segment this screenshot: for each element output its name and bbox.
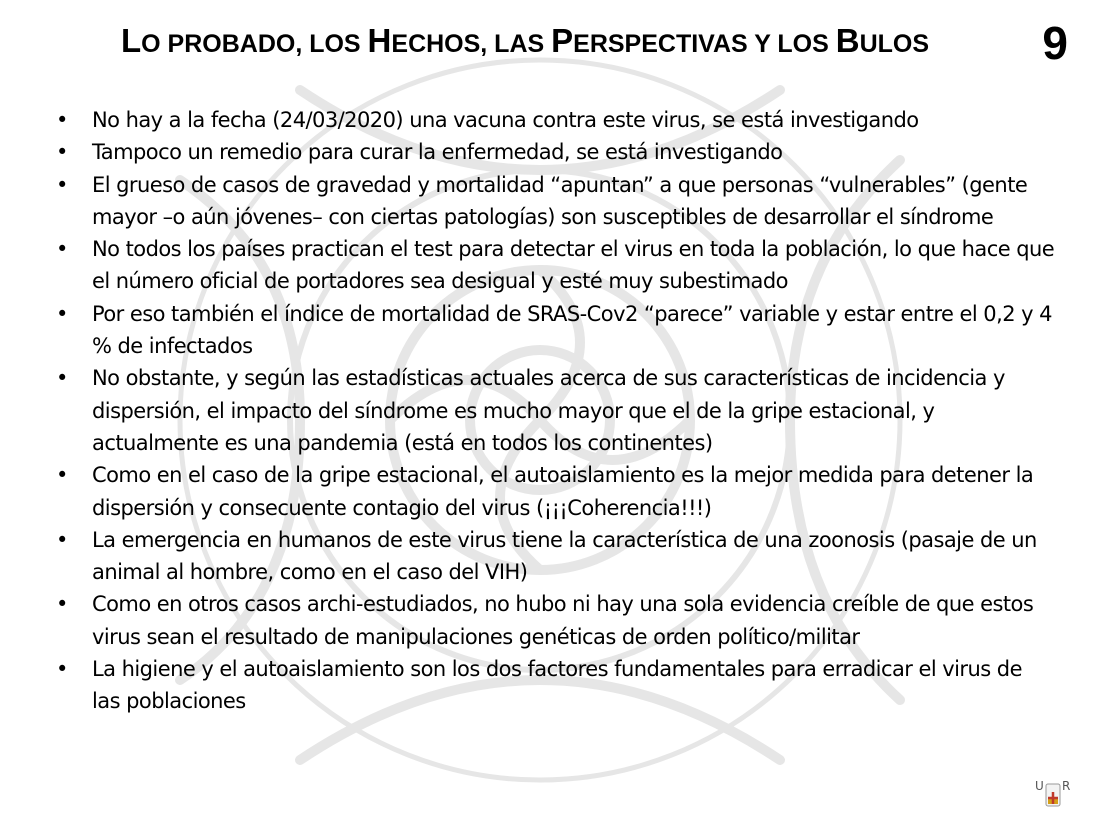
university-logo [1032, 772, 1074, 812]
title-part: O PROBADO, LOS [141, 30, 368, 58]
bullet-item: • La higiene y el autoaislamiento son los dos factores fundamentales para erradicar el virus de las poblaciones [56, 653, 1056, 718]
bullet-item: • Por eso también el índice de mortalidad de SRAS-Cov2 “parece” variable y estar entre el 0,2 y 4 % de infectados [56, 298, 1056, 363]
bullet-item: • Tampoco un remedio para curar la enfermedad, se está investigando [56, 136, 1056, 168]
slide-number: 9 [1042, 17, 1068, 69]
title-part: ECHOS, LAS [391, 30, 552, 58]
bullet-item: • Como en el caso de la gripe estacional, el autoaislamiento es la mejor medida para detener la dispersión y consecuente contagio del virus (¡¡¡Coherencia!!!) [56, 459, 1056, 524]
logo-letter-r: R [1062, 779, 1071, 793]
bullet-item: • El grueso de casos de gravedad y mortalidad “apuntan” a que personas “vulnerables” (gente mayor –o aún jóvenes– con ciertas patologías) son susceptibles de desarrollar el síndrome [56, 169, 1056, 234]
bullet-list [56, 104, 1056, 718]
bullet-item: • La emergencia en humanos de este virus tiene la característica de una zoonosis (pasaje de un animal al hombre, como en el caso del VIH) [56, 524, 1056, 589]
title-part: ERSPECTIVAS Y LOS [573, 30, 836, 58]
logo-letter-u: U [1035, 779, 1044, 793]
slide-title [40, 22, 1010, 60]
bullet-item: • No hay a la fecha (24/03/2020) una vacuna contra este virus, se está investigando [56, 104, 1056, 136]
title-part: H [367, 22, 392, 59]
title-part: B [835, 22, 860, 59]
title-part: P [551, 22, 574, 59]
bullet-item: • No obstante, y según las estadísticas actuales acerca de sus características de incidencia y dispersión, el impacto del síndrome es mucho mayor que el de la gripe estacional, y actualmente es una pandemia (está en todos los continentes) [56, 362, 1056, 459]
title-part: ULOS [859, 30, 930, 58]
bullet-item: • Como en otros casos archi-estudiados, no hubo ni hay una sola evidencia creíble de que estos virus sean el resultado de manipulaciones genéticas de orden político/militar [56, 588, 1056, 653]
bullet-item: • No todos los países practican el test para detectar el virus en toda la población, lo que hace que el número oficial de portadores sea desigual y esté muy subestimado [56, 233, 1056, 298]
title-part: L [120, 22, 142, 59]
